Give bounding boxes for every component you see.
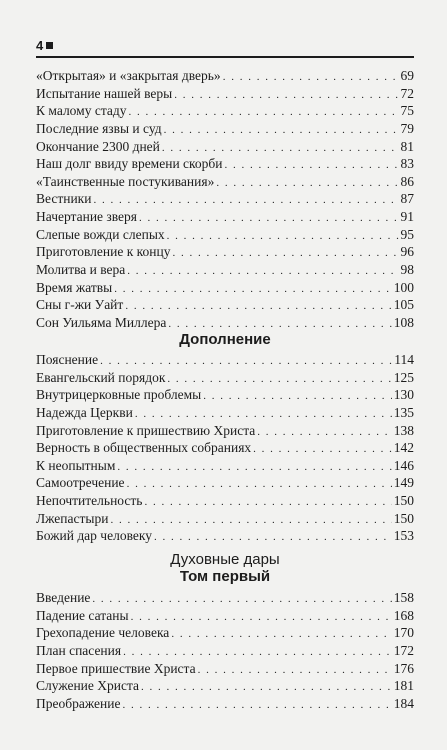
toc-entry-title: Верность в общественных собраниях [36,440,252,456]
toc-entry-title: План спасения [36,642,122,658]
dot-leader [167,371,391,388]
toc-list-main [36,67,414,332]
dot-leader [174,87,398,104]
toc-entry-page: 150 [393,510,414,526]
toc-entry-page: 170 [393,625,414,641]
toc-entry [36,173,414,191]
toc-entry-page: 105 [393,297,414,313]
toc-entry-page: 79 [400,120,414,136]
toc-entry-page: 83 [400,156,414,172]
dot-leader [172,245,398,262]
toc-entry-title: Вестники [36,191,92,207]
toc-entry-page: 72 [400,85,414,101]
dot-leader [127,263,398,280]
toc-entry-title: Окончание 2300 дней [36,138,160,154]
toc-entry [36,243,414,261]
toc-entry-title: Начертание зверя [36,209,138,225]
toc-entry-title: Преображение [36,695,121,711]
toc-entry-title: «Таинственные постукивания» [36,173,215,189]
toc-entry-title: Сон Уильяма Миллера [36,314,167,330]
toc-entry [36,120,414,138]
toc-entry [36,474,414,492]
toc-entry-page: 130 [393,387,414,403]
toc-entry [36,261,414,279]
toc-entry [36,439,414,457]
toc-entry [36,492,414,510]
toc-entry-page: 158 [393,590,414,605]
toc-entry-title: К неопытным [36,457,116,473]
toc-entry-title: Грехопадение человека [36,625,170,641]
dot-leader [131,609,392,626]
toc-entry [36,351,414,369]
toc-list-supplement [36,351,414,545]
toc-entry-title: «Открытая» и «закрытая дверь» [36,68,221,83]
toc-entry-title: Наш долг ввиду времени скорби [36,156,223,172]
dot-leader [164,122,399,139]
dot-leader [127,476,392,493]
toc-entry [36,589,414,607]
toc-entry-page: 108 [393,314,414,330]
toc-entry-page: 181 [393,678,414,694]
toc-entry [36,695,414,713]
section-title-spiritual-gifts: Духовные дары [170,551,280,568]
toc-entry-page: 168 [393,607,414,623]
toc-entry-title: Время жатвы [36,279,113,295]
dot-leader [110,512,391,529]
dot-leader [117,459,391,476]
header-rule [36,56,414,58]
toc-entry [36,296,414,314]
dot-leader [223,69,399,86]
toc-entry-title: Внутрицерковные проблемы [36,387,202,403]
toc-entry-page: 100 [393,279,414,295]
dot-leader [139,210,398,227]
dot-leader [100,353,392,370]
toc-entry-title: Пояснение [36,352,99,367]
dot-leader [122,697,391,714]
toc-entry-title: Падение сатаны [36,607,129,623]
toc-entry-page: 87 [400,191,414,207]
dot-leader [135,406,392,423]
toc-entry-page: 172 [393,642,414,658]
toc-entry-page: 95 [400,226,414,242]
dot-leader [92,591,391,608]
toc-entry-page: 69 [400,68,414,83]
dot-leader [225,157,399,174]
toc-entry-page: 81 [400,138,414,154]
toc-entry [36,642,414,660]
toc-entry-page: 138 [393,422,414,438]
toc-entry [36,314,414,332]
toc-entry-title: Надежда Церкви [36,404,133,420]
section-subtitle-volume-one: Том первый [179,568,271,585]
toc-entry-page: 75 [400,103,414,119]
toc-entry-page: 153 [393,528,414,544]
dot-leader [93,192,398,209]
toc-entry [36,155,414,173]
toc-entry-page: 135 [393,404,414,420]
dot-leader [171,626,391,643]
toc-entry-page: 150 [393,493,414,509]
square-marker-icon [46,42,53,49]
dot-leader [114,281,392,298]
toc-entry-title: Последние язвы и суд [36,120,162,136]
toc-entry-title: Лжепастыри [36,510,109,526]
dot-leader [167,228,399,245]
toc-entry-title: Евангельский порядок [36,369,166,385]
page-number: 4 [36,38,44,53]
toc-entry-title: Служение Христа [36,678,140,694]
toc-entry [36,422,414,440]
toc-entry-title: Введение [36,590,91,605]
toc-entry [36,386,414,404]
dot-leader [198,662,392,679]
toc-entry-page: 184 [393,695,414,711]
toc-entry [36,677,414,695]
toc-entry [36,607,414,625]
toc-entry [36,102,414,120]
toc-entry-title: Приготовление к пришествию Христа [36,422,256,438]
page-header [36,39,53,53]
dot-leader [144,494,391,511]
toc-entry [36,67,414,85]
toc-list-spiritual-gifts [36,589,414,712]
toc-entry [36,624,414,642]
toc-entry-page: 114 [394,352,414,367]
dot-leader [203,388,392,405]
dot-leader [216,175,398,192]
toc-entry-title: Самоотречение [36,475,125,491]
dot-leader [257,424,391,441]
toc-entry-title: Приготовление к концу [36,244,171,260]
toc-entry-title: Молитва и вера [36,262,126,278]
toc-entry-page: 96 [400,244,414,260]
toc-entry [36,404,414,422]
toc-entry-page: 142 [393,440,414,456]
toc-entry [36,85,414,103]
toc-entry [36,660,414,678]
section-title-supplement: Дополнение [179,331,271,348]
toc-entry [36,510,414,528]
toc-entry-title: К малому стаду [36,103,127,119]
dot-leader [253,441,392,458]
toc-entry-title: Слепые вожди слепых [36,226,165,242]
toc-entry [36,369,414,387]
toc-entry-page: 86 [400,173,414,189]
dot-leader [125,298,391,315]
toc-entry [36,527,414,545]
toc-entry-page: 125 [393,369,414,385]
toc-entry-title: Непочтительность [36,493,143,509]
toc-entry [36,457,414,475]
toc-entry-page: 146 [393,457,414,473]
toc-entry-page: 91 [400,209,414,225]
dot-leader [123,644,392,661]
toc-entry-title: Божий дар человеку [36,528,152,544]
toc-entry [36,279,414,297]
toc-entry-title: Испытание нашей веры [36,85,173,101]
toc-entry-title: Сны г-жи Уайт [36,297,124,313]
toc-entry [36,208,414,226]
toc-entry-page: 149 [393,475,414,491]
dot-leader [129,104,399,121]
toc-entry [36,138,414,156]
toc-entry [36,190,414,208]
dot-leader [141,679,392,696]
toc-entry-page: 98 [400,262,414,278]
toc-entry-page: 176 [393,660,414,676]
dot-leader [162,140,399,157]
dot-leader [154,529,392,546]
toc-entry-title: Первое пришествие Христа [36,660,196,676]
toc-entry [36,226,414,244]
